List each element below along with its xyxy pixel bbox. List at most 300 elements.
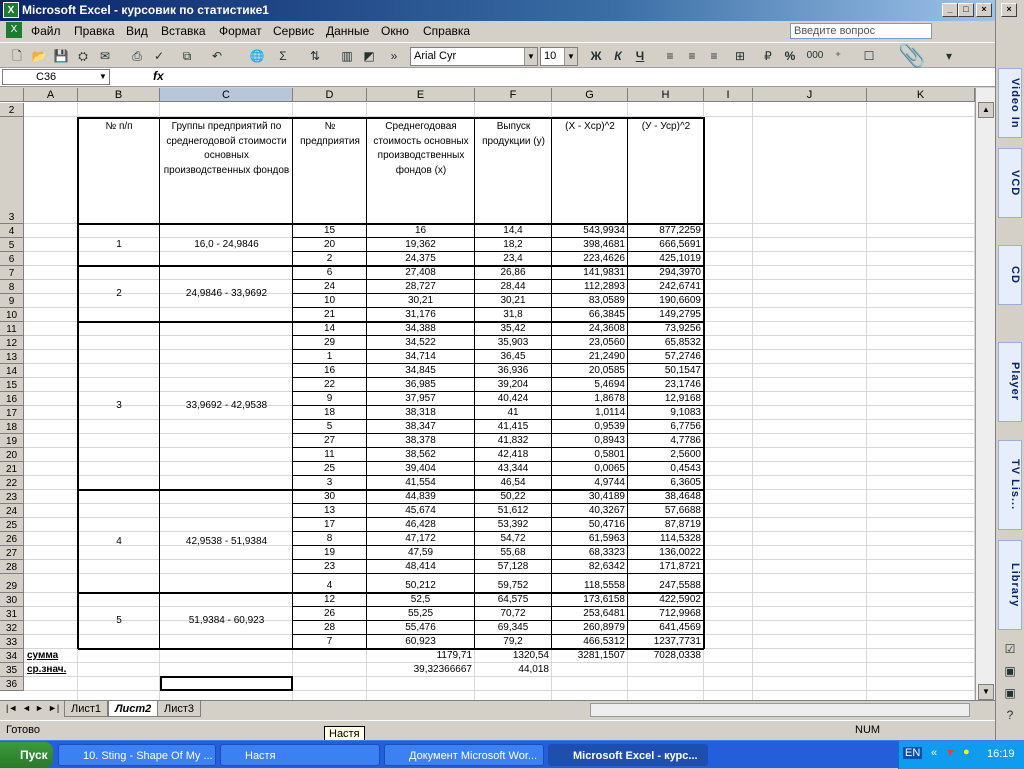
- menu-tools[interactable]: Сервис: [273, 24, 315, 38]
- align-left-icon[interactable]: ≡: [666, 49, 674, 63]
- y-dev-sq: 23,1746: [664, 379, 701, 390]
- header-f: Выпуск продукции (у): [482, 121, 545, 147]
- sheet-tab-2[interactable]: Лист2: [108, 701, 158, 717]
- row-number: 24: [5, 506, 18, 517]
- x-dev-sq: 112,2893: [584, 281, 625, 292]
- enterprise-number: 16: [323, 365, 336, 376]
- enterprise-number: 8: [326, 533, 333, 544]
- avg-e: 39,32366667: [413, 664, 472, 675]
- enterprise-number: 29: [323, 337, 336, 348]
- row-border: [293, 475, 704, 476]
- sheet-tab-bar: [0, 700, 995, 718]
- output: 79,2: [503, 636, 523, 647]
- table-border: [292, 117, 293, 649]
- bold-button[interactable]: Ж: [590, 49, 602, 63]
- avg-fixed-assets: 37,957: [405, 393, 436, 404]
- row-header-18[interactable]: [0, 420, 24, 434]
- menu-data[interactable]: Данные: [326, 24, 370, 38]
- y-dev-sq: 1237,7731: [653, 636, 701, 647]
- tray-network-icon[interactable]: ●: [963, 746, 970, 758]
- font-select[interactable]: [410, 47, 538, 66]
- spreadsheet-grid[interactable]: [0, 88, 995, 700]
- x-dev-sq: 30,4189: [588, 491, 625, 502]
- table-border: [551, 117, 552, 649]
- sheet-tab-3[interactable]: Лист3: [157, 701, 201, 717]
- help-search-input[interactable]: Введите вопрос: [790, 23, 932, 39]
- row-number: 31: [5, 609, 18, 620]
- row-header-19[interactable]: [0, 434, 24, 448]
- row-header-26[interactable]: [0, 532, 24, 546]
- print-icon[interactable]: ⎙: [132, 49, 142, 63]
- side-tab-vcd[interactable]: VCD: [998, 148, 1022, 218]
- system-tray: [898, 741, 1024, 769]
- row-header-16[interactable]: [0, 392, 24, 406]
- row-border: [293, 279, 704, 280]
- first-sheet-icon[interactable]: |◄: [6, 703, 18, 713]
- enterprise-number: 15: [323, 225, 336, 236]
- new-icon[interactable]: 🗋: [12, 49, 22, 63]
- row-number: 22: [5, 478, 18, 489]
- y-dev-sq: 422,5902: [659, 594, 701, 605]
- italic-button[interactable]: К: [614, 49, 622, 63]
- sum-g: 3281,1507: [577, 650, 625, 661]
- language-indicator[interactable]: EN: [905, 747, 921, 759]
- output: 46,54: [500, 477, 526, 488]
- merge-center-icon[interactable]: ⊞: [734, 49, 746, 63]
- next-sheet-icon[interactable]: ►: [35, 703, 44, 713]
- gridline: [866, 103, 867, 700]
- row-number: 6: [8, 254, 15, 265]
- row-header-35[interactable]: [0, 663, 24, 677]
- close-button[interactable]: ×: [976, 3, 992, 17]
- row-border: [293, 573, 704, 574]
- open-icon[interactable]: 📂: [31, 49, 47, 63]
- hyperlink-icon[interactable]: 🌐: [249, 49, 265, 63]
- avg-fixed-assets: 39,404: [405, 463, 436, 474]
- avg-fixed-assets: 16: [414, 225, 427, 236]
- row-number: 8: [8, 282, 15, 293]
- row-border: [293, 592, 704, 593]
- row-header-27[interactable]: [0, 546, 24, 560]
- thousands-button[interactable]: 000: [806, 50, 824, 61]
- row-number: 25: [5, 520, 18, 531]
- tooltip: Настя: [324, 726, 365, 742]
- undo-icon[interactable]: ↶: [211, 49, 223, 63]
- x-dev-sq: 21,2490: [588, 351, 625, 362]
- menu-help[interactable]: Справка: [423, 24, 471, 38]
- avg-fixed-assets: 34,388: [405, 323, 436, 334]
- tray-arrow-icon[interactable]: «: [931, 747, 938, 759]
- enterprise-number: 17: [323, 519, 336, 530]
- row-header-12[interactable]: [0, 336, 24, 350]
- enterprise-number: 9: [326, 393, 333, 404]
- x-dev-sq: 466,5312: [583, 636, 625, 647]
- row-header-30[interactable]: [0, 593, 24, 607]
- font-size-value: 10: [544, 50, 557, 62]
- output: 55,68: [500, 547, 526, 558]
- row-number: 5: [8, 240, 15, 251]
- menu-view[interactable]: Вид: [126, 24, 148, 38]
- name-box-value: C36: [36, 71, 57, 83]
- column-header-h[interactable]: H: [628, 88, 704, 102]
- row-number: 15: [5, 380, 18, 391]
- status-ready: Готово: [6, 724, 40, 736]
- table-border: [703, 117, 705, 649]
- row-border: [293, 377, 704, 378]
- row-border: [293, 620, 704, 621]
- row-border: [293, 405, 704, 406]
- side-tab-video-in[interactable]: Video In: [998, 68, 1022, 138]
- excel-icon[interactable]: X: [3, 2, 19, 18]
- currency-icon[interactable]: ₽: [764, 49, 772, 63]
- y-dev-sq: 171,8721: [659, 561, 701, 572]
- chevron-down-icon[interactable]: ▼: [564, 48, 577, 65]
- row-border: [293, 545, 704, 546]
- media-side-panel: [995, 0, 1024, 740]
- chevron-down-icon[interactable]: ▼: [524, 48, 537, 65]
- copy-icon[interactable]: ⧉: [182, 49, 192, 63]
- enterprise-number: 14: [323, 323, 336, 334]
- enterprise-number: 11: [324, 449, 335, 460]
- sum-f: 1320,54: [512, 650, 549, 661]
- row-header-22[interactable]: [0, 476, 24, 490]
- output: 40,424: [497, 393, 529, 404]
- row-border: [293, 634, 704, 635]
- enterprise-number: 4: [326, 580, 333, 591]
- enterprise-number: 20: [323, 239, 336, 250]
- workbook-icon[interactable]: X: [6, 22, 22, 38]
- output: 35,42: [500, 323, 526, 334]
- row-number: 29: [5, 581, 18, 592]
- sheet-tab-1[interactable]: Лист1: [64, 701, 108, 717]
- font-size-select[interactable]: [540, 47, 578, 66]
- save-icon[interactable]: ▣: [1004, 664, 1016, 678]
- avg-fixed-assets: 34,845: [405, 365, 436, 376]
- more-buttons-icon[interactable]: »: [390, 49, 398, 63]
- row-number: 35: [5, 665, 18, 676]
- row-number: 23: [5, 492, 18, 503]
- underline-button[interactable]: Ч: [635, 49, 645, 63]
- task-winamp[interactable]: 10. Sting - Shape Of My ...: [58, 744, 216, 766]
- start-button[interactable]: [0, 742, 53, 768]
- menu-window[interactable]: Окно: [381, 24, 409, 38]
- fx-icon[interactable]: fx: [153, 69, 164, 83]
- group-number: 4: [116, 535, 122, 547]
- output: 41: [507, 407, 519, 418]
- status-bar: [0, 720, 995, 740]
- row-number: 2: [8, 105, 15, 116]
- row-number: 32: [5, 623, 18, 634]
- output: 41,415: [497, 421, 529, 432]
- row-header-33[interactable]: [0, 635, 24, 649]
- row-header-28[interactable]: [0, 560, 24, 574]
- row-border: [293, 363, 704, 364]
- save-icon[interactable]: 💾: [53, 49, 69, 63]
- sort-icon[interactable]: ⇅: [309, 49, 321, 63]
- y-dev-sq: 2,5600: [670, 449, 701, 460]
- output: 42,418: [497, 449, 529, 460]
- row-header-5[interactable]: [0, 238, 24, 252]
- enterprise-number: 5: [326, 421, 333, 432]
- output: 59,752: [497, 580, 529, 591]
- y-dev-sq: 0,4543: [670, 463, 701, 474]
- row-number: 34: [5, 651, 18, 662]
- enterprise-number: 22: [323, 379, 336, 390]
- row-header-29[interactable]: [0, 574, 24, 593]
- column-header-f[interactable]: F: [475, 88, 552, 102]
- y-dev-sq: 4,7786: [670, 435, 701, 446]
- row-header-36[interactable]: [0, 677, 24, 691]
- spellcheck-icon[interactable]: ✓: [153, 49, 165, 63]
- row-header-31[interactable]: [0, 607, 24, 621]
- menu-edit[interactable]: Правка: [74, 24, 115, 38]
- y-dev-sq: 65,8532: [664, 337, 701, 348]
- decimal-increase-icon[interactable]: ⁺: [834, 49, 842, 63]
- row-border: [293, 531, 704, 532]
- enterprise-number: 2: [326, 253, 333, 264]
- row-number: 14: [5, 366, 18, 377]
- y-dev-sq: 50,1547: [664, 365, 701, 376]
- row-border: [293, 335, 704, 336]
- row-header-15[interactable]: [0, 378, 24, 392]
- menu-file[interactable]: Файл: [31, 24, 61, 38]
- y-dev-sq: 149,2795: [659, 309, 701, 320]
- row-border: [293, 419, 704, 420]
- x-dev-sq: 83,0589: [588, 295, 625, 306]
- row-border: [293, 447, 704, 448]
- x-dev-sq: 223,4626: [583, 253, 625, 264]
- x-dev-sq: 50,4716: [588, 519, 625, 530]
- side-close-button[interactable]: ×: [1001, 3, 1017, 17]
- row-header-9[interactable]: [0, 294, 24, 308]
- enterprise-number: 21: [323, 309, 336, 320]
- y-dev-sq: 9,1083: [670, 407, 701, 418]
- scroll-down-icon[interactable]: ▼: [978, 684, 994, 700]
- avg-fixed-assets: 38,318: [405, 407, 436, 418]
- row-number: 33: [5, 637, 18, 648]
- row-number: 27: [5, 548, 18, 559]
- row-header-7[interactable]: [0, 266, 24, 280]
- x-dev-sq: 40,3267: [588, 505, 625, 516]
- column-header-b[interactable]: B: [78, 88, 160, 102]
- table-border: [366, 117, 367, 649]
- output: 30,21: [500, 295, 526, 306]
- maximize-button[interactable]: □: [958, 3, 974, 17]
- vertical-scrollbar[interactable]: [975, 88, 995, 700]
- x-dev-sq: 0,9539: [594, 421, 625, 432]
- table-border: [78, 117, 704, 119]
- row-number: 11: [6, 324, 17, 335]
- office-assistant-icon[interactable]: 📎: [898, 43, 926, 68]
- name-box[interactable]: [2, 69, 110, 85]
- task-word[interactable]: Документ Microsoft Wor...: [384, 744, 544, 766]
- column-header-c[interactable]: C: [160, 88, 293, 102]
- last-sheet-icon[interactable]: ►|: [48, 703, 60, 713]
- y-dev-sq: 641,4569: [659, 622, 701, 633]
- row-header-23[interactable]: [0, 490, 24, 504]
- percent-button[interactable]: %: [784, 49, 796, 63]
- help-icon[interactable]: ?: [1006, 708, 1014, 722]
- avg-fixed-assets: 55,25: [407, 608, 434, 619]
- sum-label: сумма: [27, 650, 59, 661]
- y-dev-sq: 73,9256: [664, 323, 701, 334]
- row-header-17[interactable]: [0, 406, 24, 420]
- drawing-icon[interactable]: ◩: [363, 49, 375, 63]
- row-border: [293, 606, 704, 607]
- menu-format[interactable]: Формат: [219, 24, 262, 38]
- x-dev-sq: 23,0560: [588, 337, 625, 348]
- row-border: [293, 293, 704, 294]
- sum-h: 7028,0338: [653, 650, 701, 661]
- row-number: 28: [5, 562, 18, 573]
- column-header-e[interactable]: E: [367, 88, 475, 102]
- horizontal-scrollbar[interactable]: [590, 703, 970, 717]
- task-folder[interactable]: Настя: [220, 744, 380, 766]
- row-number: 4: [8, 226, 15, 237]
- x-dev-sq: 66,3845: [588, 309, 625, 320]
- side-tab-cd[interactable]: CD: [998, 245, 1022, 305]
- row-header-4[interactable]: [0, 224, 24, 238]
- row-border: [293, 517, 704, 518]
- checkbox-icon[interactable]: ☑: [1004, 642, 1016, 656]
- row-header-3[interactable]: [0, 117, 24, 224]
- x-dev-sq: 0,5801: [594, 449, 625, 460]
- row-border: [293, 648, 704, 649]
- row-header-21[interactable]: [0, 462, 24, 476]
- y-dev-sq: 877,2259: [659, 225, 701, 236]
- y-dev-sq: 6,3605: [670, 477, 701, 488]
- avg-fixed-assets: 24,375: [405, 253, 436, 264]
- gridline: [24, 662, 975, 663]
- settings-icon[interactable]: ▣: [1004, 686, 1016, 700]
- y-dev-sq: 666,5691: [659, 239, 701, 250]
- row-header-6[interactable]: [0, 252, 24, 266]
- row-header-14[interactable]: [0, 364, 24, 378]
- row-header-34[interactable]: [0, 649, 24, 663]
- row-header-13[interactable]: [0, 350, 24, 364]
- group-number: 5: [116, 615, 122, 626]
- x-dev-sq: 253,6481: [583, 608, 625, 619]
- avg-fixed-assets: 46,428: [405, 519, 436, 530]
- avg-fixed-assets: 28,727: [405, 281, 436, 292]
- avg-fixed-assets: 41,554: [405, 477, 436, 488]
- table-border: [159, 117, 160, 649]
- enterprise-number: 30: [323, 491, 336, 502]
- email-icon[interactable]: ✉: [99, 49, 111, 63]
- row-header-11[interactable]: [0, 322, 24, 336]
- x-dev-sq: 1,8678: [594, 393, 625, 404]
- tray-app-icon[interactable]: ▼: [945, 747, 956, 759]
- y-dev-sq: 247,5588: [659, 580, 701, 591]
- chart-wizard-icon[interactable]: ▥: [341, 49, 353, 63]
- avg-fixed-assets: 31,176: [405, 309, 436, 320]
- x-dev-sq: 68,3323: [588, 547, 625, 558]
- autosum-icon[interactable]: Σ: [279, 49, 287, 63]
- row-header-24[interactable]: [0, 504, 24, 518]
- clock: 16:19: [987, 748, 1015, 760]
- scroll-up-icon[interactable]: ▲: [978, 102, 994, 118]
- output: 64,575: [497, 594, 529, 605]
- enterprise-number: 10: [323, 295, 336, 306]
- row-header-2[interactable]: [0, 103, 24, 117]
- selected-cell[interactable]: [160, 676, 293, 691]
- title-bar: [0, 0, 1024, 21]
- output: 28,44: [500, 281, 526, 292]
- x-dev-sq: 82,6342: [588, 561, 625, 572]
- chevron-down-icon[interactable]: ▼: [99, 72, 107, 81]
- task-excel[interactable]: Microsoft Excel - курс...: [548, 744, 708, 766]
- row-border: [293, 265, 704, 266]
- output: 31,8: [503, 309, 523, 320]
- row-number: 36: [5, 679, 18, 690]
- column-header-a[interactable]: A: [24, 88, 78, 102]
- row-border: [293, 433, 704, 434]
- column-header-j[interactable]: J: [753, 88, 867, 102]
- prev-sheet-icon[interactable]: ◄: [22, 703, 31, 713]
- row-border: [293, 237, 704, 238]
- x-dev-sq: 141,9831: [583, 267, 625, 278]
- avg-fixed-assets: 60,923: [405, 636, 436, 647]
- group-range: 42,9538 - 51,9384: [185, 535, 268, 547]
- avg-fixed-assets: 19,362: [405, 239, 436, 250]
- formula-bar: [0, 68, 995, 87]
- column-header-d[interactable]: D: [293, 88, 367, 102]
- output: 51,612: [497, 505, 529, 516]
- row-header-8[interactable]: [0, 280, 24, 294]
- enterprise-number: 1: [326, 351, 333, 362]
- minimize-button[interactable]: _: [942, 3, 958, 17]
- column-header-k[interactable]: K: [867, 88, 975, 102]
- row-number: 12: [5, 338, 18, 349]
- column-header-i[interactable]: I: [704, 88, 753, 102]
- enterprise-number: 26: [323, 608, 336, 619]
- output: 39,204: [497, 379, 529, 390]
- side-tab-player[interactable]: Player: [998, 342, 1022, 422]
- x-dev-sq: 61,5963: [588, 533, 625, 544]
- x-dev-sq: 173,6158: [583, 594, 625, 605]
- row-header-25[interactable]: [0, 518, 24, 532]
- select-all-corner[interactable]: [0, 88, 24, 102]
- row-border: [293, 251, 704, 252]
- row-header-32[interactable]: [0, 621, 24, 635]
- table-border: [627, 117, 628, 649]
- side-tab-tv-list[interactable]: TV Lis...: [998, 440, 1022, 530]
- align-center-icon[interactable]: ≡: [688, 49, 696, 63]
- enterprise-number: 12: [323, 594, 336, 605]
- row-number: 30: [5, 595, 18, 606]
- permission-icon[interactable]: ⛭: [78, 49, 88, 63]
- y-dev-sq: 190,6609: [659, 295, 701, 306]
- row-header-20[interactable]: [0, 448, 24, 462]
- avg-fixed-assets: 38,347: [405, 421, 436, 432]
- enterprise-number: 23: [323, 561, 336, 572]
- row-border: [293, 307, 704, 308]
- avg-fixed-assets: 38,378: [405, 435, 436, 446]
- output: 23,4: [503, 253, 523, 264]
- row-header-10[interactable]: [0, 308, 24, 322]
- column-header-g[interactable]: G: [552, 88, 628, 102]
- align-right-icon[interactable]: ≡: [710, 49, 718, 63]
- header-h: (У - Уср)^2: [641, 121, 691, 132]
- side-tab-library[interactable]: Library: [998, 540, 1022, 630]
- y-dev-sq: 114,5328: [660, 533, 701, 544]
- menu-insert[interactable]: Вставка: [161, 24, 206, 38]
- toolbar-more-icon[interactable]: ▾: [945, 49, 953, 63]
- enterprise-number: 27: [323, 435, 336, 446]
- borders-icon[interactable]: ☐: [863, 49, 875, 63]
- group-range: 16,0 - 24,9846: [194, 239, 259, 250]
- avg-f: 44,018: [518, 664, 549, 675]
